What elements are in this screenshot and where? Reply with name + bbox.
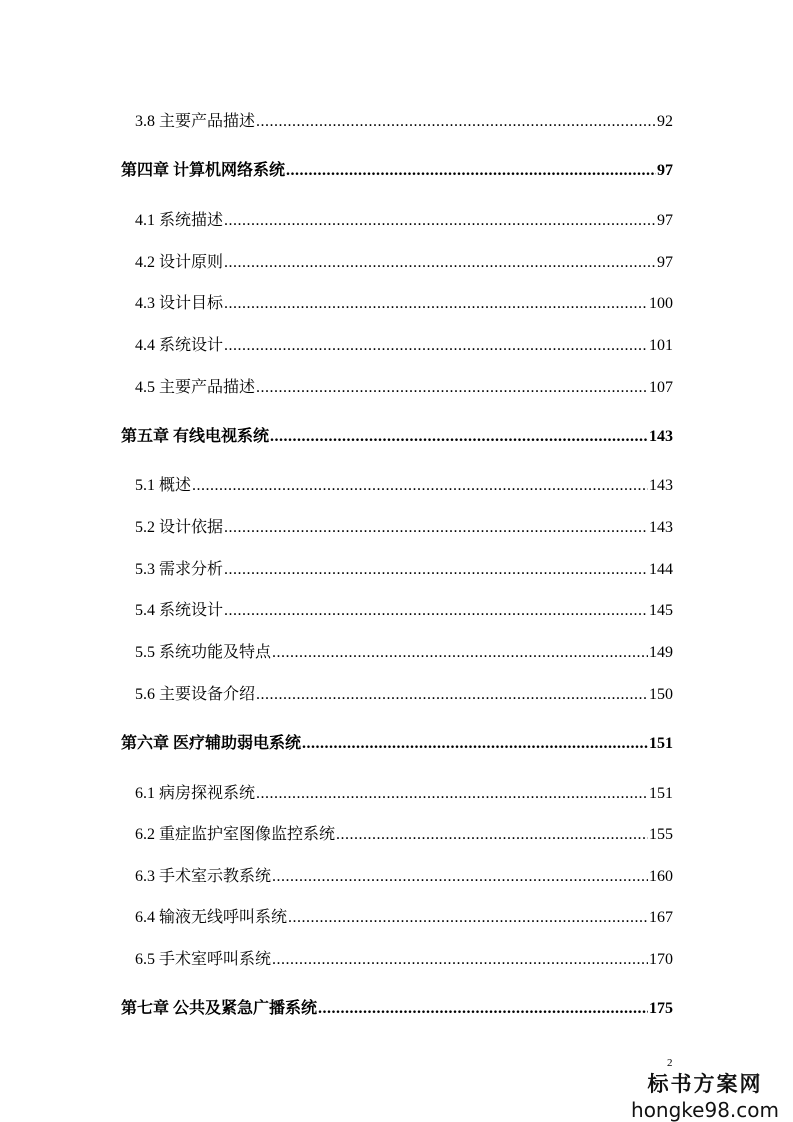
toc-entry[interactable] [135,207,673,230]
toc-leader [256,379,648,397]
toc-entry-page: 107 [649,379,673,396]
toc-leader [224,519,648,537]
toc-entry-page: 150 [649,686,673,703]
toc-entry-page: 143 [649,428,673,445]
toc-entry[interactable] [135,374,673,397]
toc-leader [272,951,648,969]
toc-entry-title: 5.5 系统功能及特点 [135,644,272,661]
toc-entry[interactable] [135,290,673,313]
toc-entry-title: 第六章 医疗辅助弱电系统 [121,735,302,752]
toc-chapter[interactable] [121,995,673,1018]
page-number: 2 [667,1057,673,1069]
toc-entry[interactable] [135,108,673,131]
toc-chapter[interactable] [121,730,673,753]
toc-leader [224,602,648,620]
toc-entry[interactable] [135,332,673,355]
toc-leader [224,337,648,355]
toc-entry-page: 149 [649,644,673,661]
toc-entry-title: 6.4 输液无线呼叫系统 [135,909,288,926]
toc-leader [302,735,648,753]
toc-leader [272,644,648,662]
toc-entry-page: 143 [649,519,673,536]
toc-entry-page: 155 [649,826,673,843]
toc-entry-page: 97 [657,162,673,179]
toc-entry[interactable] [135,780,673,803]
toc-leader [224,212,656,230]
toc-entry-title: 5.2 设计依据 [135,519,224,536]
toc-leader [272,868,648,886]
toc-entry-title: 5.3 需求分析 [135,561,224,578]
toc-entry-title: 3.8 主要产品描述 [135,113,256,130]
toc-entry-page: 145 [649,602,673,619]
toc-entry-title: 4.2 设计原则 [135,254,224,271]
toc-entry-title: 6.5 手术室呼叫系统 [135,951,272,968]
toc-entry-page: 97 [657,254,673,271]
toc-entry[interactable] [135,597,673,620]
toc-leader [288,909,648,927]
toc-entry-page: 97 [657,212,673,229]
toc-entry[interactable] [135,946,673,969]
toc-entry-title: 第五章 有线电视系统 [121,428,270,445]
toc-entry-page: 167 [649,909,673,926]
toc-chapter[interactable] [121,157,673,180]
toc-leader [224,295,648,313]
toc-entry-page: 170 [649,951,673,968]
toc-entry-page: 100 [649,295,673,312]
toc-entry-page: 92 [657,113,673,130]
toc-leader [318,1000,648,1018]
toc-entry[interactable] [135,472,673,495]
toc-entry[interactable] [135,556,673,579]
toc-leader [256,113,656,131]
toc-entry-title: 6.2 重症监护室图像监控系统 [135,826,336,843]
toc-entry[interactable] [135,639,673,662]
toc-entry-title: 第七章 公共及紧急广播系统 [121,1000,318,1017]
toc-entry-page: 144 [649,561,673,578]
toc-leader [256,785,648,803]
toc-entry-title: 第四章 计算机网络系统 [121,162,286,179]
toc-chapter[interactable] [121,423,673,446]
toc-entry-title: 6.1 病房探视系统 [135,785,256,802]
toc-leader [336,826,648,844]
toc-entry-title: 5.4 系统设计 [135,602,224,619]
toc-entry-title: 4.5 主要产品描述 [135,379,256,396]
toc-entry[interactable] [135,681,673,704]
toc-entry[interactable] [135,904,673,927]
toc-entry-title: 5.6 主要设备介绍 [135,686,256,703]
toc-entry-page: 151 [649,785,673,802]
toc-entry-page: 101 [649,337,673,354]
toc-leader [286,162,656,180]
toc-entry-title: 6.3 手术室示教系统 [135,868,272,885]
toc-entry-title: 4.3 设计目标 [135,295,224,312]
toc-entry-page: 160 [649,868,673,885]
toc-leader [256,686,648,704]
toc-leader [224,254,656,272]
watermark [631,1068,779,1122]
watermark-name: 标书方案网 [647,1071,763,1096]
toc-entry[interactable] [135,514,673,537]
toc-entry-page: 151 [649,735,673,752]
toc-leader [270,428,648,446]
toc-entry[interactable] [135,821,673,844]
watermark-url: hongke98.com [631,1098,779,1122]
toc-entry[interactable] [135,863,673,886]
toc-leader [224,561,648,579]
toc-entry-title: 4.4 系统设计 [135,337,224,354]
toc-entry-page: 175 [649,1000,673,1017]
toc-entry-page: 143 [649,477,673,494]
toc-entry-title: 4.1 系统描述 [135,212,224,229]
toc-leader [192,477,648,495]
toc-entry-title: 5.1 概述 [135,477,192,494]
toc-entry[interactable] [135,249,673,272]
